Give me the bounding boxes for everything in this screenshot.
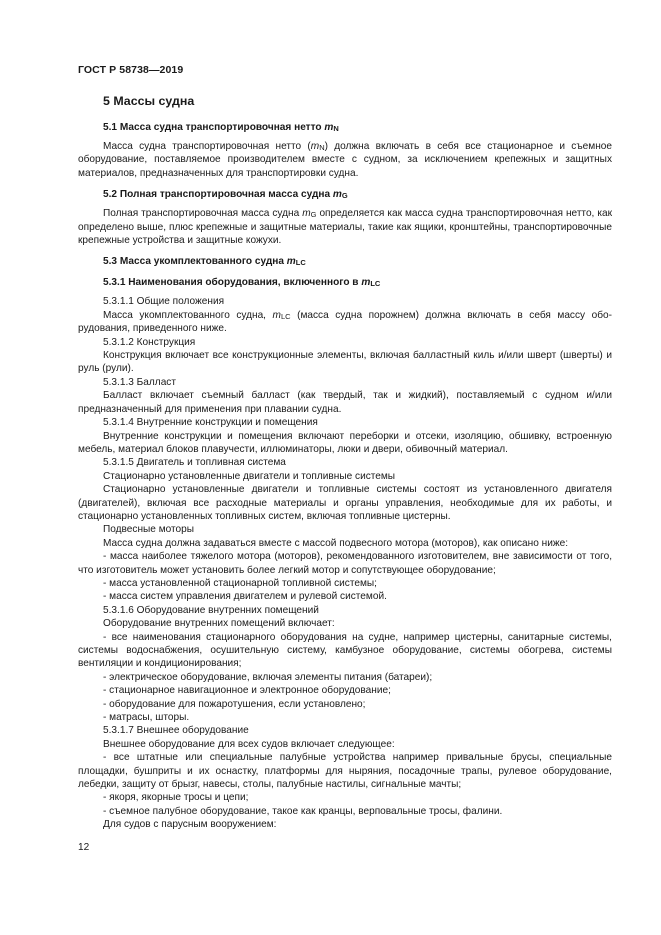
- heading-5-3-1: 5.3.1 Наименования оборудования, включенного в $m_{LC}$: [103, 277, 381, 289]
- list-item: - якоря, якорные тросы и цепи;: [103, 792, 249, 804]
- paragraph-outboard-motors: Масса судна должна задаваться вместе с массой подвесного мотора (моторов), как описано ниже:: [103, 537, 569, 549]
- heading-5-1: 5.1 Масса судна транспортировочная нетто $m_N$: [103, 122, 339, 133]
- heading-5-3: 5.3 Масса укомплектованного судна $m_{LC}$: [103, 256, 306, 268]
- list-item: - масса систем управления двигателем и рулевой системой.: [103, 591, 387, 603]
- document-code: ГОСТ Р 58738—2019: [78, 64, 184, 76]
- paragraph-5-1: Масса судна транспортировочная нетто $(m_N)$ должна включать в себя все стационарное и съемное оборудование, поставляемое производителем вместе с судном, за исключением крепежных и защитных материалов, предназначенных для транспортировки судна.: [78, 141, 613, 179]
- page-number: 12: [78, 842, 90, 853]
- list-item: - все наименования стационарного оборудования на судне, например цистерны, санитарные системы, системы водоснабжения, осушительную систему, камбузное оборудование, системы обогрева, системы вентиляции и кондиционирования;: [78, 631, 612, 670]
- paragraph-5-3-1-1: Масса укомплектованного судна, $m_{LC}$ (масса судна порожнем) должна включать в себя массу оборудования, приведенного ниже.: [78, 309, 612, 335]
- list-item: - электрическое оборудование, включая элементы питания (батареи);: [103, 671, 433, 683]
- list-item: - съемное палубное оборудование, такое как кранцы, верповальные тросы, фалини.: [103, 805, 503, 817]
- label-stationary-engines: Стационарно установленные двигатели и топливные системы: [103, 470, 396, 482]
- paragraph-5-3-1-2: Конструкция включает все конструкционные элементы, включая балластный киль и/или шверт (шверты) и руль (рули).: [78, 350, 612, 375]
- heading-5-2: 5.2 Полная транспортировочная масса судна $m_G$: [103, 189, 348, 201]
- document-body: [78, 94, 612, 832]
- label-outboard-motors: Подвесные моторы: [103, 524, 195, 536]
- heading-5-3-1-1: 5.3.1.1 Общие положения: [103, 296, 225, 308]
- paragraph-5-3-1-4: Внутренние конструкции и помещения включают переборки и отсеки, изоляцию, обшивку, встроенную мебель, материал блоков плавучести, иллюминаторы, люки и двери, обивочный материал.: [78, 430, 612, 455]
- list-item: - масса наиболее тяжелого мотора (моторов), рекомендованного изготовителем, вне зависимости от того, что изготовитель может установить более легкий мотор и сопутствующее оборудование;: [78, 551, 612, 576]
- section-title: 5 Массы судна: [103, 94, 195, 108]
- heading-5-3-1-4: 5.3.1.4 Внутренние конструкции и помещения: [103, 417, 318, 429]
- paragraph-stationary-engines: Стационарно установленные двигатели и топливные системы состоят из установленного двигателя (двигателей), включая все расходные материалы и органы управления, необходимые для их работы, и стационарно установленных топливных систем, включая топливные цистерны.: [78, 484, 612, 522]
- heading-5-3-1-6: 5.3.1.6 Оборудование внутренних помещений: [103, 604, 319, 616]
- paragraph-5-3-1-6: Оборудование внутренних помещений включает:: [103, 618, 335, 630]
- list-item: - оборудование для пожаротушения, если установлено;: [103, 698, 366, 710]
- list-item: - матрасы, шторы.: [103, 712, 190, 724]
- list-item: - масса установленной стационарной топливной системы;: [103, 577, 377, 589]
- paragraph-5-3-1-7: Внешнее оборудование для всех судов включает следующее:: [103, 738, 395, 750]
- heading-5-3-1-3: 5.3.1.3 Балласт: [103, 376, 176, 388]
- paragraph-sail-rigging: Для судов с парусным вооружением:: [103, 819, 277, 831]
- list-item: - стационарное навигационное и электронное оборудование;: [103, 685, 391, 697]
- list-item: - все штатные или специальные палубные устройства например привальные брусы, специальные площадки, бушприты и их оснастку, платформы для ныряния, посадочные трапы, рулевое оборудование, лебедки, защиту от брызг, навесы, столы, палубные настилы, сигнальные мачты;: [78, 752, 612, 791]
- paragraph-5-3-1-3: Балласт включает съемный балласт (как твердый, так и жидкий), поставляемый с судном и/или предназначенный для применения при плавании судна.: [78, 390, 612, 415]
- heading-5-3-1-7: 5.3.1.7 Внешнее оборудование: [103, 725, 249, 737]
- heading-5-3-1-5: 5.3.1.5 Двигатель и топливная система: [103, 457, 286, 469]
- heading-5-3-1-2: 5.3.1.2 Конструкция: [103, 336, 196, 348]
- paragraph-5-2: Полная транспортировочная масса судна $m_G$ определяется как масса судна транспортировочная нетто, как определено выше, плюс крепежные и защитные материалы, такие как ящики, кронштейны, транспортировочные крепежные устройства и защитные кожухи.: [78, 208, 613, 247]
